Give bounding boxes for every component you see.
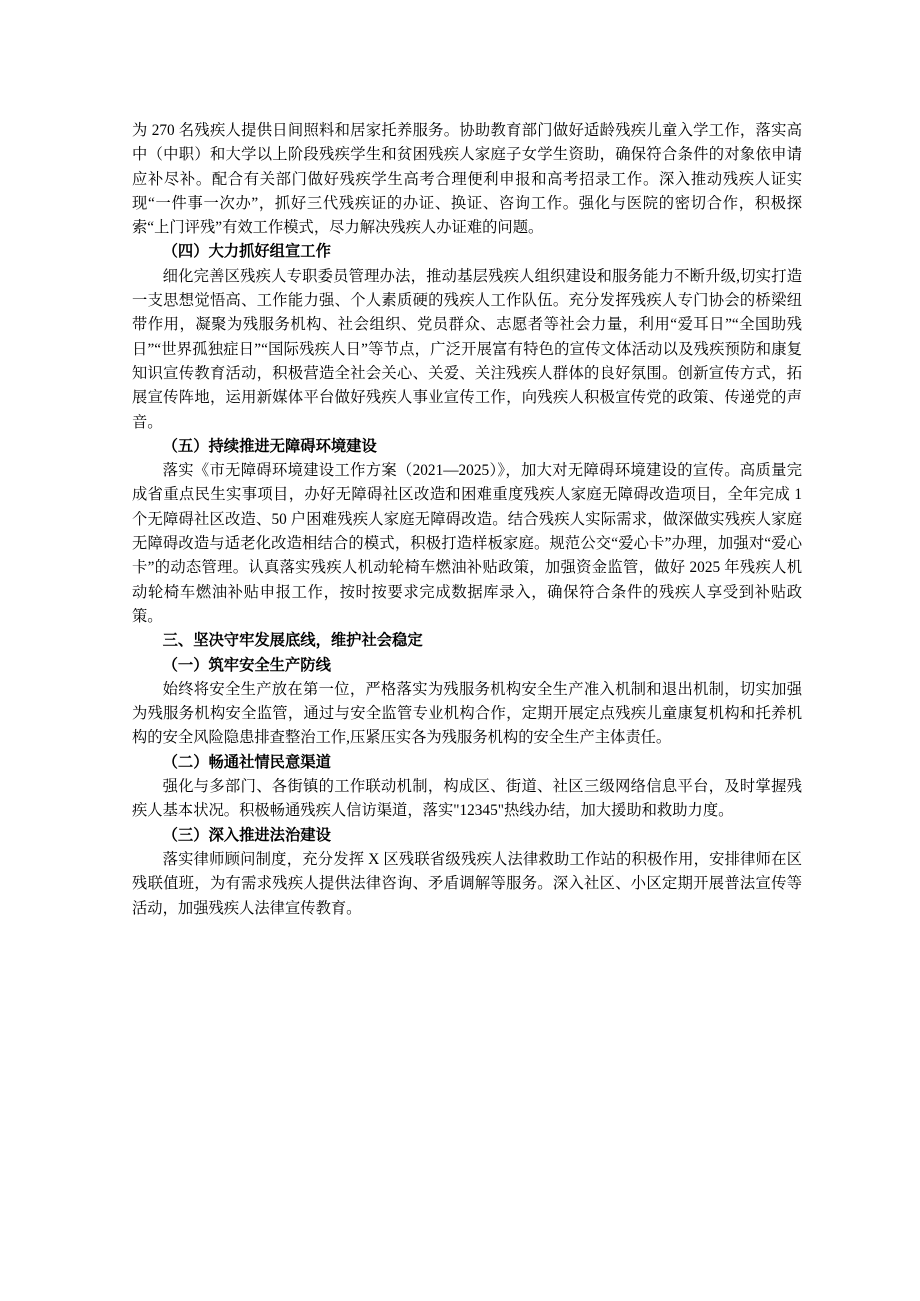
heading-subsection-3-rule-of-law: （三）深入推进法治建设 <box>162 826 331 844</box>
text-block <box>132 119 802 921</box>
paragraph-accessibility: 落实《市无障碍环境建设工作方案（2021—2025）》，加大对无障碍环境建设的宣传。高质量完成省重点民生实事项目，办好无障碍社区改造和困难重度残疾人家庭无障碍改造项目，全年完成 1 个无障碍社区改造、50 户困难残疾人家庭无障碍改造。结合残疾人实际需求，做深做实残疾人家庭无障碍改造与适老化改造相结合的模式，积极打造样板家庭。规范公交“爱心卡”办理，加强对“爱心卡”的动态管理。认真落实残疾人机动轮椅车燃油补贴政策，加强资金监管，做好 2025 年残疾人机动轮椅车燃油补贴申报工作，按时按要求完成数据库录入，确保符合条件的残疾人享受到补贴政策。 <box>132 462 802 625</box>
heading-section-5-accessibility: （五）持续推进无障碍环境建设 <box>162 437 377 455</box>
heading-part-3-stability: 三、坚决守牢发展底线，维护社会稳定 <box>162 632 423 650</box>
paragraph-safety-production: 始终将安全生产放在第一位，严格落实为残服务机构安全生产准入机制和退出机制，切实加强为残服务机构安全监管，通过与安全监管专业机构合作，定期开展定点残疾儿童康复机构和托养机构的安全风险隐患排查整治工作,压紧压实各为残服务机构的安全生产主体责任。 <box>132 680 802 747</box>
paragraph-legal-services: 落实律师顾问制度，充分发挥 X 区残联省级残疾人法律救助工作站的积极作用，安排律师在区残联值班，为有需求残疾人提供法律咨询、矛盾调解等服务。深入社区、小区定期开展普法宣传等活动，加强残疾人法律宣传教育。 <box>132 850 802 917</box>
heading-section-4-publicity: （四）大力抓好组宣工作 <box>162 243 331 261</box>
heading-subsection-2-public-opinion: （二）畅通社情民意渠道 <box>162 753 331 771</box>
paragraph-organization-publicity: 细化完善区残疾人专职委员管理办法，推动基层残疾人组织建设和服务能力不断升级,切实打造一支思想觉悟高、工作能力强、个人素质硬的残疾人工作队伍。充分发挥残疾人专门协会的桥梁纽带作用，凝聚为残服务机构、社会组织、党员群众、志愿者等社会力量，利用“爱耳日”“全国助残日”“世界孤独症日”“国际残疾人日”等节点，广泛开展富有特色的宣传文体活动以及残疾预防和康复知识宣传教育活动，积极营造全社会关心、关爱、关注残疾人群体的良好氛围。创新宣传方式，拓展宣传阵地，运用新媒体平台做好残疾人事业宣传工作，向残疾人积极宣传党的政策、传递党的声音。 <box>132 267 802 431</box>
heading-subsection-1-safety: （一）筑牢安全生产防线 <box>162 656 331 674</box>
paragraph-continued-services: 为 270 名残疾人提供日间照料和居家托养服务。协助教育部门做好适龄残疾儿童入学工作，落实高中（中职）和大学以上阶段残疾学生和贫困残疾人家庭子女学生资助，确保符合条件的对象依申请应补尽补。配合有关部门做好残疾学生高考合理便利申报和高考招录工作。深入推动残疾人证实现“一件事一次办”，抓好三代残疾证的办证、换证、咨询工作。强化与医院的密切合作，积极探索“上门评残”有效工作模式，尽力解决残疾人办证难的问题。 <box>132 122 802 237</box>
paragraph-public-opinion-channels: 强化与多部门、各街镇的工作联动机制，构成区、街道、社区三级网络信息平台，及时掌握残疾人基本状况。积极畅通残疾人信访渠道，落实"12345"热线办结，加大援助和救助力度。 <box>132 778 802 820</box>
